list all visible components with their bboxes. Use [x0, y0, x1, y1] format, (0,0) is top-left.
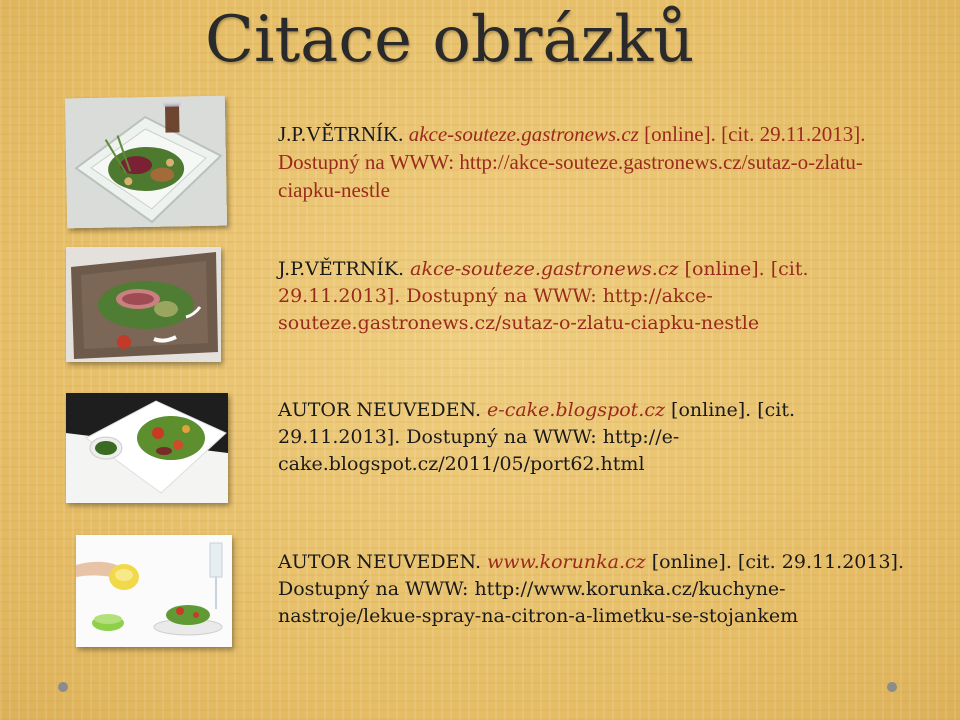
citation-author: J.P.VĚTRNÍK.	[278, 258, 405, 280]
citation-source: akce-souteze.gastronews.cz	[408, 122, 639, 146]
citation-details: [online]. [cit. 29.11.2013]. Dostupný na WWW: http://akce-souteze.gastronews.cz/sutaz-o-zlatu-ciapku-nestle	[278, 122, 866, 202]
citation-details: [online]. [cit. 29.11.2013]. Dostupný na WWW: http://www.korunka.cz/kuchyne-nastroje/lekue-spray-na-citron-a-limetku-se-stojankem	[278, 551, 905, 627]
citation-source: e-cake.blogspot.cz	[487, 399, 665, 421]
salad-bowl-photo	[66, 393, 228, 503]
citation-1	[278, 120, 918, 204]
lemon-sprayer-photo	[76, 535, 232, 647]
citation-source: akce-souteze.gastronews.cz	[410, 258, 679, 280]
citation-source: www.korunka.cz	[487, 551, 646, 573]
decorative-dot	[887, 682, 897, 692]
citation-details: [online]. [cit. 29.11.2013]. Dostupný na WWW: http://akce-souteze.gastronews.cz/sutaz-o-zlatu-ciapku-nestle	[278, 258, 809, 334]
citation-3	[278, 397, 918, 478]
seared-tuna-plate-photo	[66, 247, 221, 362]
citation-author: AUTOR NEUVEDEN.	[278, 551, 481, 573]
citation-4	[278, 549, 918, 630]
decorative-dot	[58, 682, 68, 692]
citation-author: J.P.VĚTRNÍK.	[278, 122, 404, 146]
salad-glass-plate-photo	[65, 96, 227, 229]
citation-2	[278, 256, 918, 337]
page-title: Citace obrázků	[205, 3, 695, 77]
citation-details: [online]. [cit. 29.11.2013]. Dostupný na WWW: http://e-cake.blogspot.cz/2011/05/port62.html	[278, 399, 796, 475]
citation-author: AUTOR NEUVEDEN.	[278, 399, 481, 421]
